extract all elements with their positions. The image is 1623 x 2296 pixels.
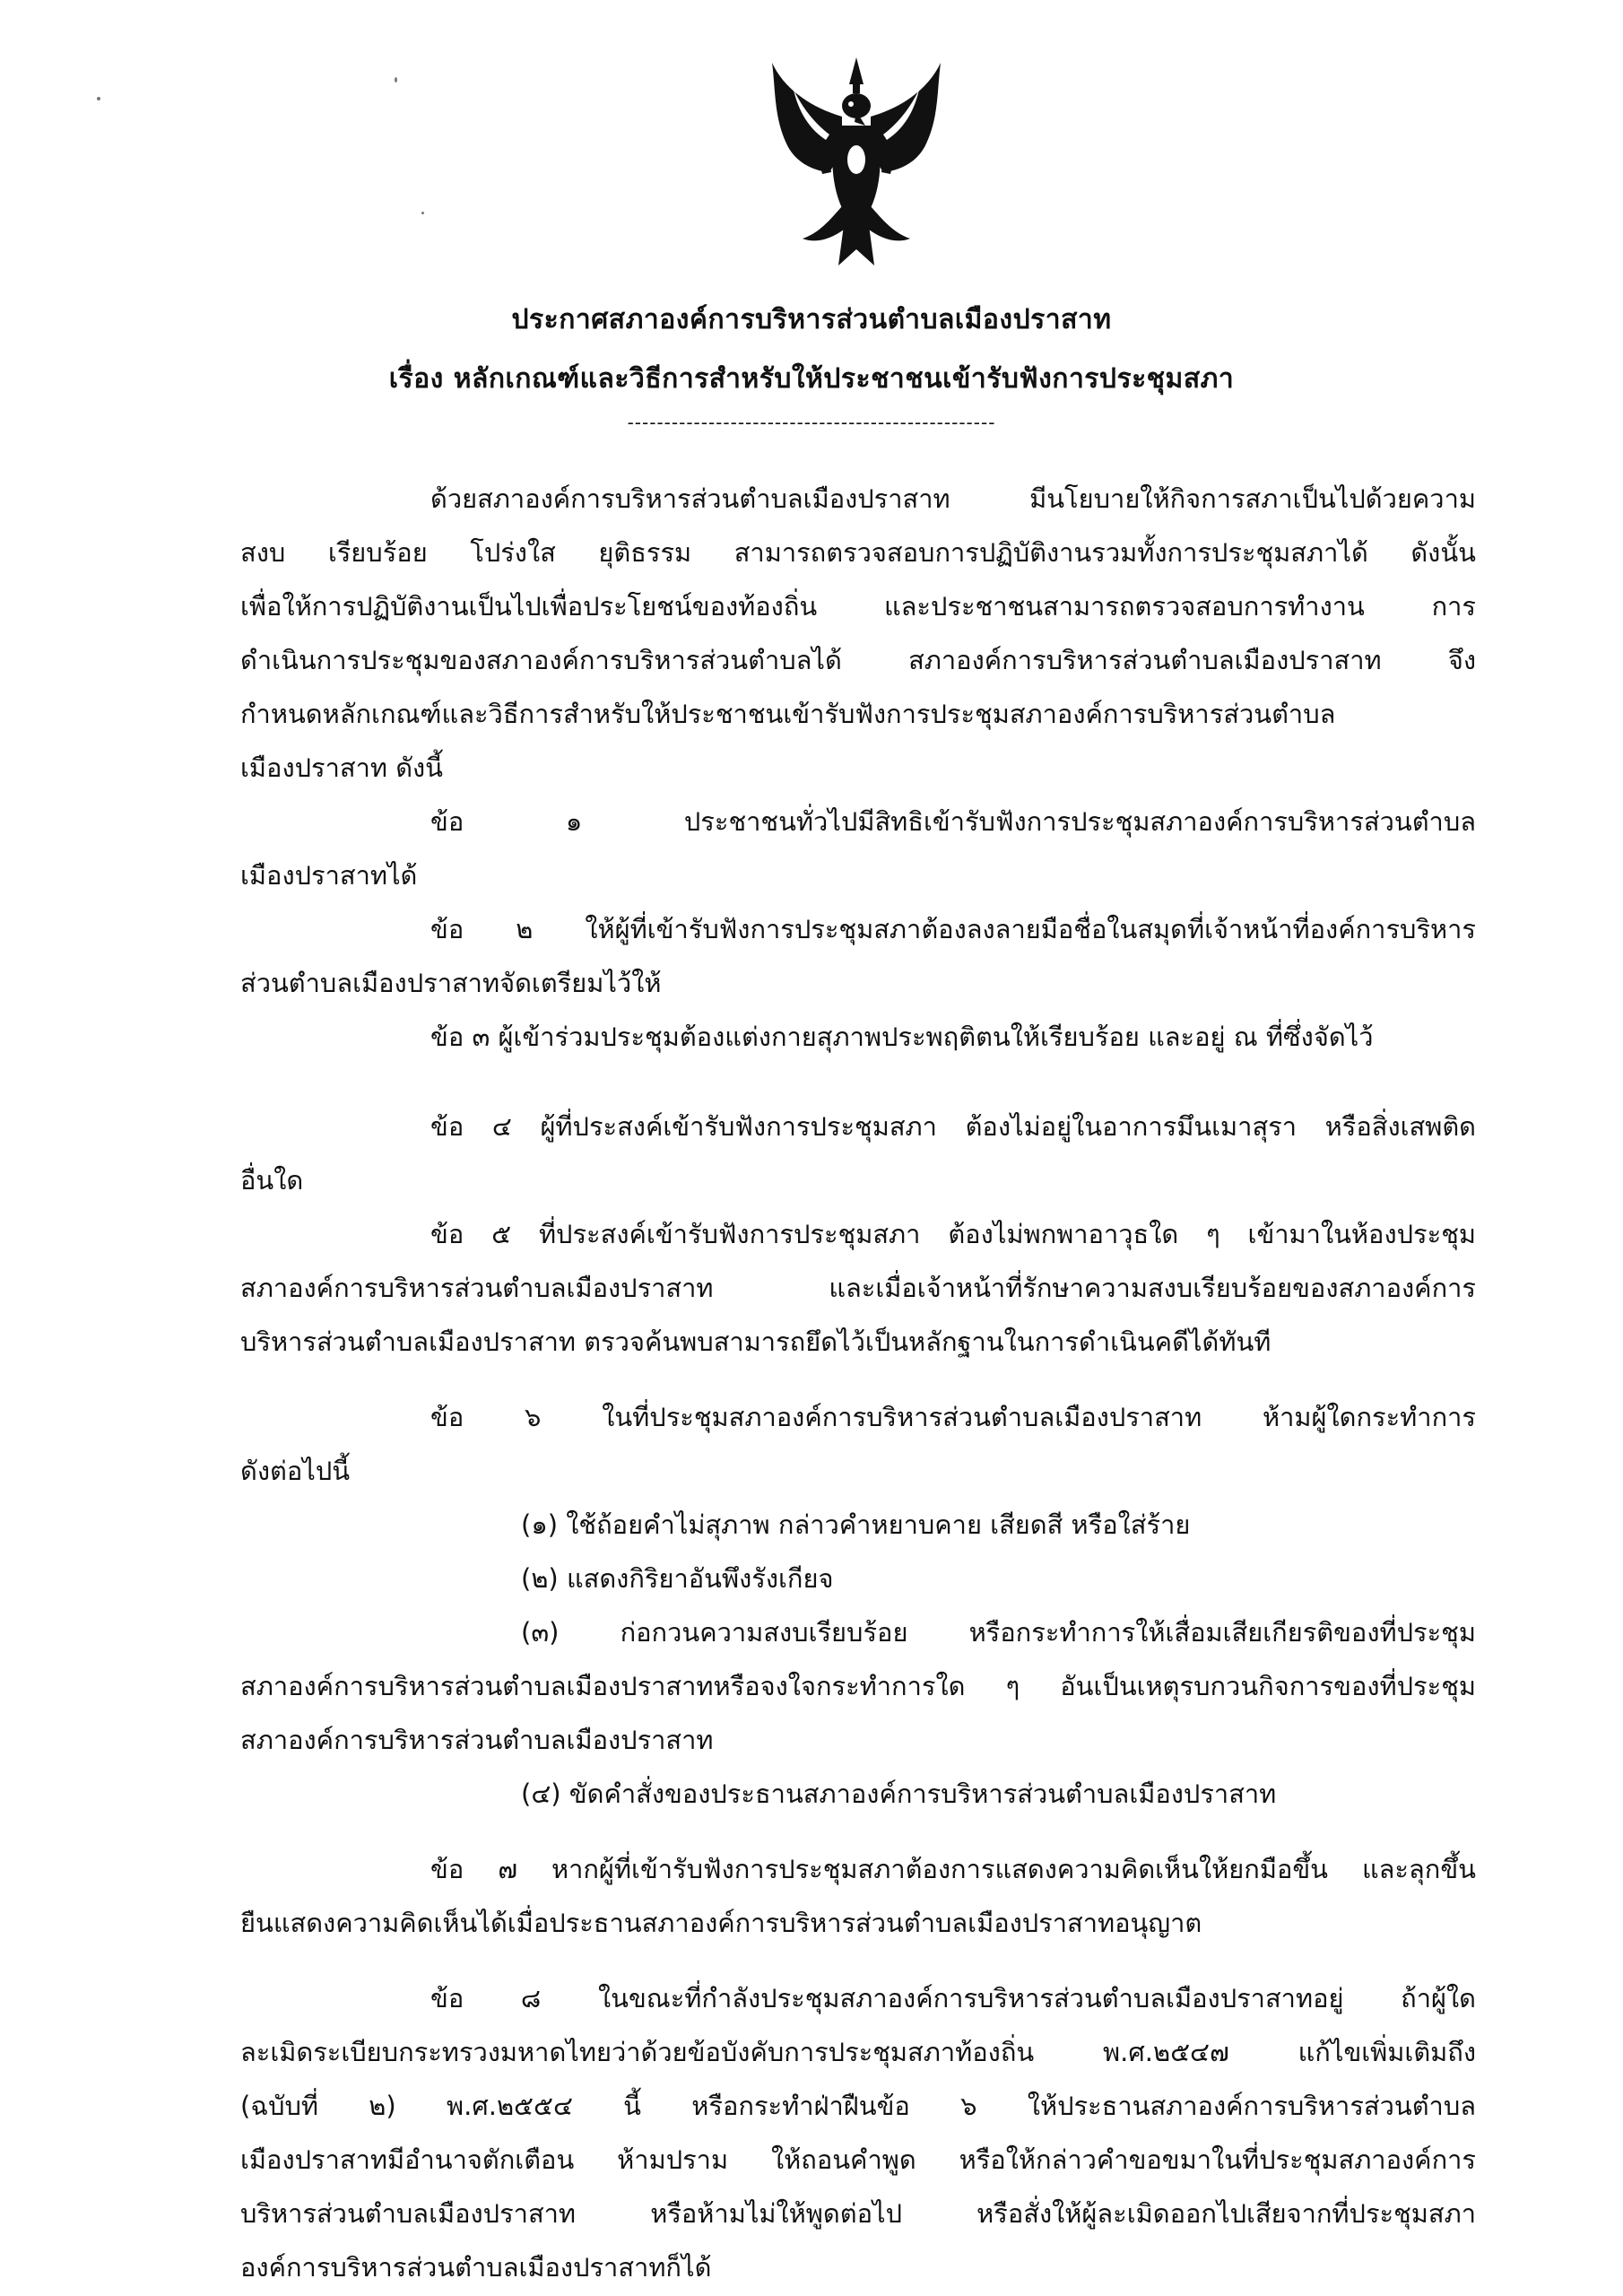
paragraph-line: สภาองค์การบริหารส่วนตำบลเมืองปราสาท (240, 1725, 714, 1755)
scan-speck (395, 77, 397, 83)
paragraph-line: บริหารส่วนตำบลเมืองปราสาท ตรวจค้นพบสามารถยึดไว้เป็นหลักฐานในการดำเนินคดีได้ทันที (240, 1326, 1271, 1357)
sub-item-1: (๑) ใช้ถ้อยคำไม่สุภาพ กล่าวคำหยาบคาย เสียดสี หรือใส่ร้าย (521, 1509, 1191, 1540)
paragraph-line: ละเมิดระเบียบกระทรวงมหาดไทยว่าด้วยข้อบังคับการประชุมสภาท้องถิ่น พ.ศ.๒๕๔๗ แก้ไขเพิ่มเติมถึง (240, 2037, 1476, 2067)
paragraph-line: องค์การบริหารส่วนตำบลเมืองปราสาทก็ได้ (240, 2252, 712, 2283)
paragraph-line: กำหนดหลักเกณฑ์และวิธีการสำหรับให้ประชาชนเข้ารับฟังการประชุมสภาองค์การบริหารส่วนตำบล (240, 699, 1336, 729)
paragraph-line: เมืองปราสาท ดังนี้ (240, 752, 444, 783)
paragraph-line: ดังต่อไปนี้ (240, 1456, 351, 1486)
paragraph-line: ยืนแสดงความคิดเห็นได้เมื่อประธานสภาองค์การบริหารส่วนตำบลเมืองปราสาทอนุญาต (240, 1908, 1202, 1938)
paragraph-line: เพื่อให้การปฏิบัติงานเป็นไปเพื่อประโยชน์ของท้องถิ่น และประชาชนสามารถตรวจสอบการทำงาน การ (240, 591, 1476, 622)
clause-8: ข้อ ๘ ในขณะที่กำลังประชุมสภาองค์การบริหารส่วนตำบลเมืองปราสาทอยู่ ถ้าผู้ใด (430, 1983, 1476, 2013)
paragraph-line: อื่นใด (240, 1165, 304, 1196)
separator-line: -------------------------------------------------- (627, 412, 996, 433)
clause-2: ข้อ ๒ ให้ผู้ที่เข้ารับฟังการประชุมสภาต้องลงลายมือชื่อในสมุดที่เจ้าหน้าที่องค์การบริหาร (430, 914, 1476, 944)
sub-item-3: (๓) ก่อกวนความสงบเรียบร้อย หรือกระทำการให้เสื่อมเสียเกียรติของที่ประชุม (521, 1617, 1476, 1648)
announcement-subject: เรื่อง หลักเกณฑ์และวิธีการสำหรับให้ประชาชนเข้ารับฟังการประชุมสภา (388, 363, 1235, 395)
paragraph-line: เมืองปราสาทได้ (240, 860, 418, 891)
clause-7: ข้อ ๗ หากผู้ที่เข้ารับฟังการประชุมสภาต้องการแสดงความคิดเห็นให้ยกมือขึ้น และลุกขึ้น (430, 1854, 1476, 1884)
paragraph-line: ดำเนินการประชุมของสภาองค์การบริหารส่วนตำบลได้ สภาองค์การบริหารส่วนตำบลเมืองปราสาท จึง (240, 645, 1476, 675)
scan-speck (421, 212, 424, 214)
paragraph-line: ส่วนตำบลเมืองปราสาทจัดเตรียมไว้ให้ (240, 968, 662, 998)
clause-1: ข้อ ๑ ประชาชนทั่วไปมีสิทธิเข้ารับฟังการประชุมสภาองค์การบริหารส่วนตำบล (430, 806, 1476, 837)
sub-item-2: (๒) แสดงกิริยาอันพึงรังเกียจ (521, 1563, 834, 1594)
clause-5: ข้อ ๕ ที่ประสงค์เข้ารับฟังการประชุมสภา ต้องไม่พกพาอาวุธใด ๆ เข้ามาในห้องประชุม (430, 1219, 1476, 1249)
garuda-emblem (767, 54, 946, 269)
clause-4: ข้อ ๔ ผู้ที่ประสงค์เข้ารับฟังการประชุมสภา ต้องไม่อยู่ในอาการมึนเมาสุรา หรือสิ่งเสพติด (430, 1111, 1476, 1142)
paragraph-line: (ฉบับที่ ๒) พ.ศ.๒๕๕๔ นี้ หรือกระทำฝ่าฝืนข้อ ๖ ให้ประธานสภาองค์การบริหารส่วนตำบล (240, 2091, 1476, 2121)
announcement-body (240, 472, 1476, 2294)
paragraph-line: ด้วยสภาองค์การบริหารส่วนตำบลเมืองปราสาท มีนโยบายให้กิจการสภาเป็นไปด้วยความ (430, 483, 1476, 514)
clause-3: ข้อ ๓ ผู้เข้าร่วมประชุมต้องแต่งกายสุภาพประพฤติตนให้เรียบร้อย และอยู่ ณ ที่ซึ่งจัดไว้ (430, 1022, 1374, 1052)
paragraph-line: บริหารส่วนตำบลเมืองปราสาท หรือห้ามไม่ให้พูดต่อไป หรือสั่งให้ผู้ละเมิดออกไปเสียจากที่ประชุมสภา (240, 2198, 1476, 2229)
announcement-title: ประกาศสภาองค์การบริหารส่วนตำบลเมืองปราสาท (511, 304, 1112, 335)
sub-item-4: (๔) ขัดคำสั่งของประธานสภาองค์การบริหารส่วนตำบลเมืองปราสาท (521, 1779, 1277, 1809)
paragraph-line: เมืองปราสาทมีอำนาจตักเตือน ห้ามปราม ให้ถอนคำพูด หรือให้กล่าวคำขอขมาในที่ประชุมสภาองค์การ (240, 2144, 1476, 2175)
scan-speck (97, 97, 100, 100)
paragraph-line: สงบ เรียบร้อย โปร่งใส ยุติธรรม สามารถตรวจสอบการปฏิบัติงานรวมทั้งการประชุมสภาได้ ดังนั้น (240, 537, 1476, 568)
paragraph-line: สภาองค์การบริหารส่วนตำบลเมืองปราสาทหรือจงใจกระทำการใด ๆ อันเป็นเหตุรบกวนกิจการของที่ประชุม (240, 1671, 1476, 1701)
clause-6: ข้อ ๖ ในที่ประชุมสภาองค์การบริหารส่วนตำบลเมืองปราสาท ห้ามผู้ใดกระทำการ (430, 1402, 1476, 1432)
paragraph-line: สภาองค์การบริหารส่วนตำบลเมืองปราสาท และเมื่อเจ้าหน้าที่รักษาความสงบเรียบร้อยของสภาองค์การ (240, 1273, 1476, 1303)
